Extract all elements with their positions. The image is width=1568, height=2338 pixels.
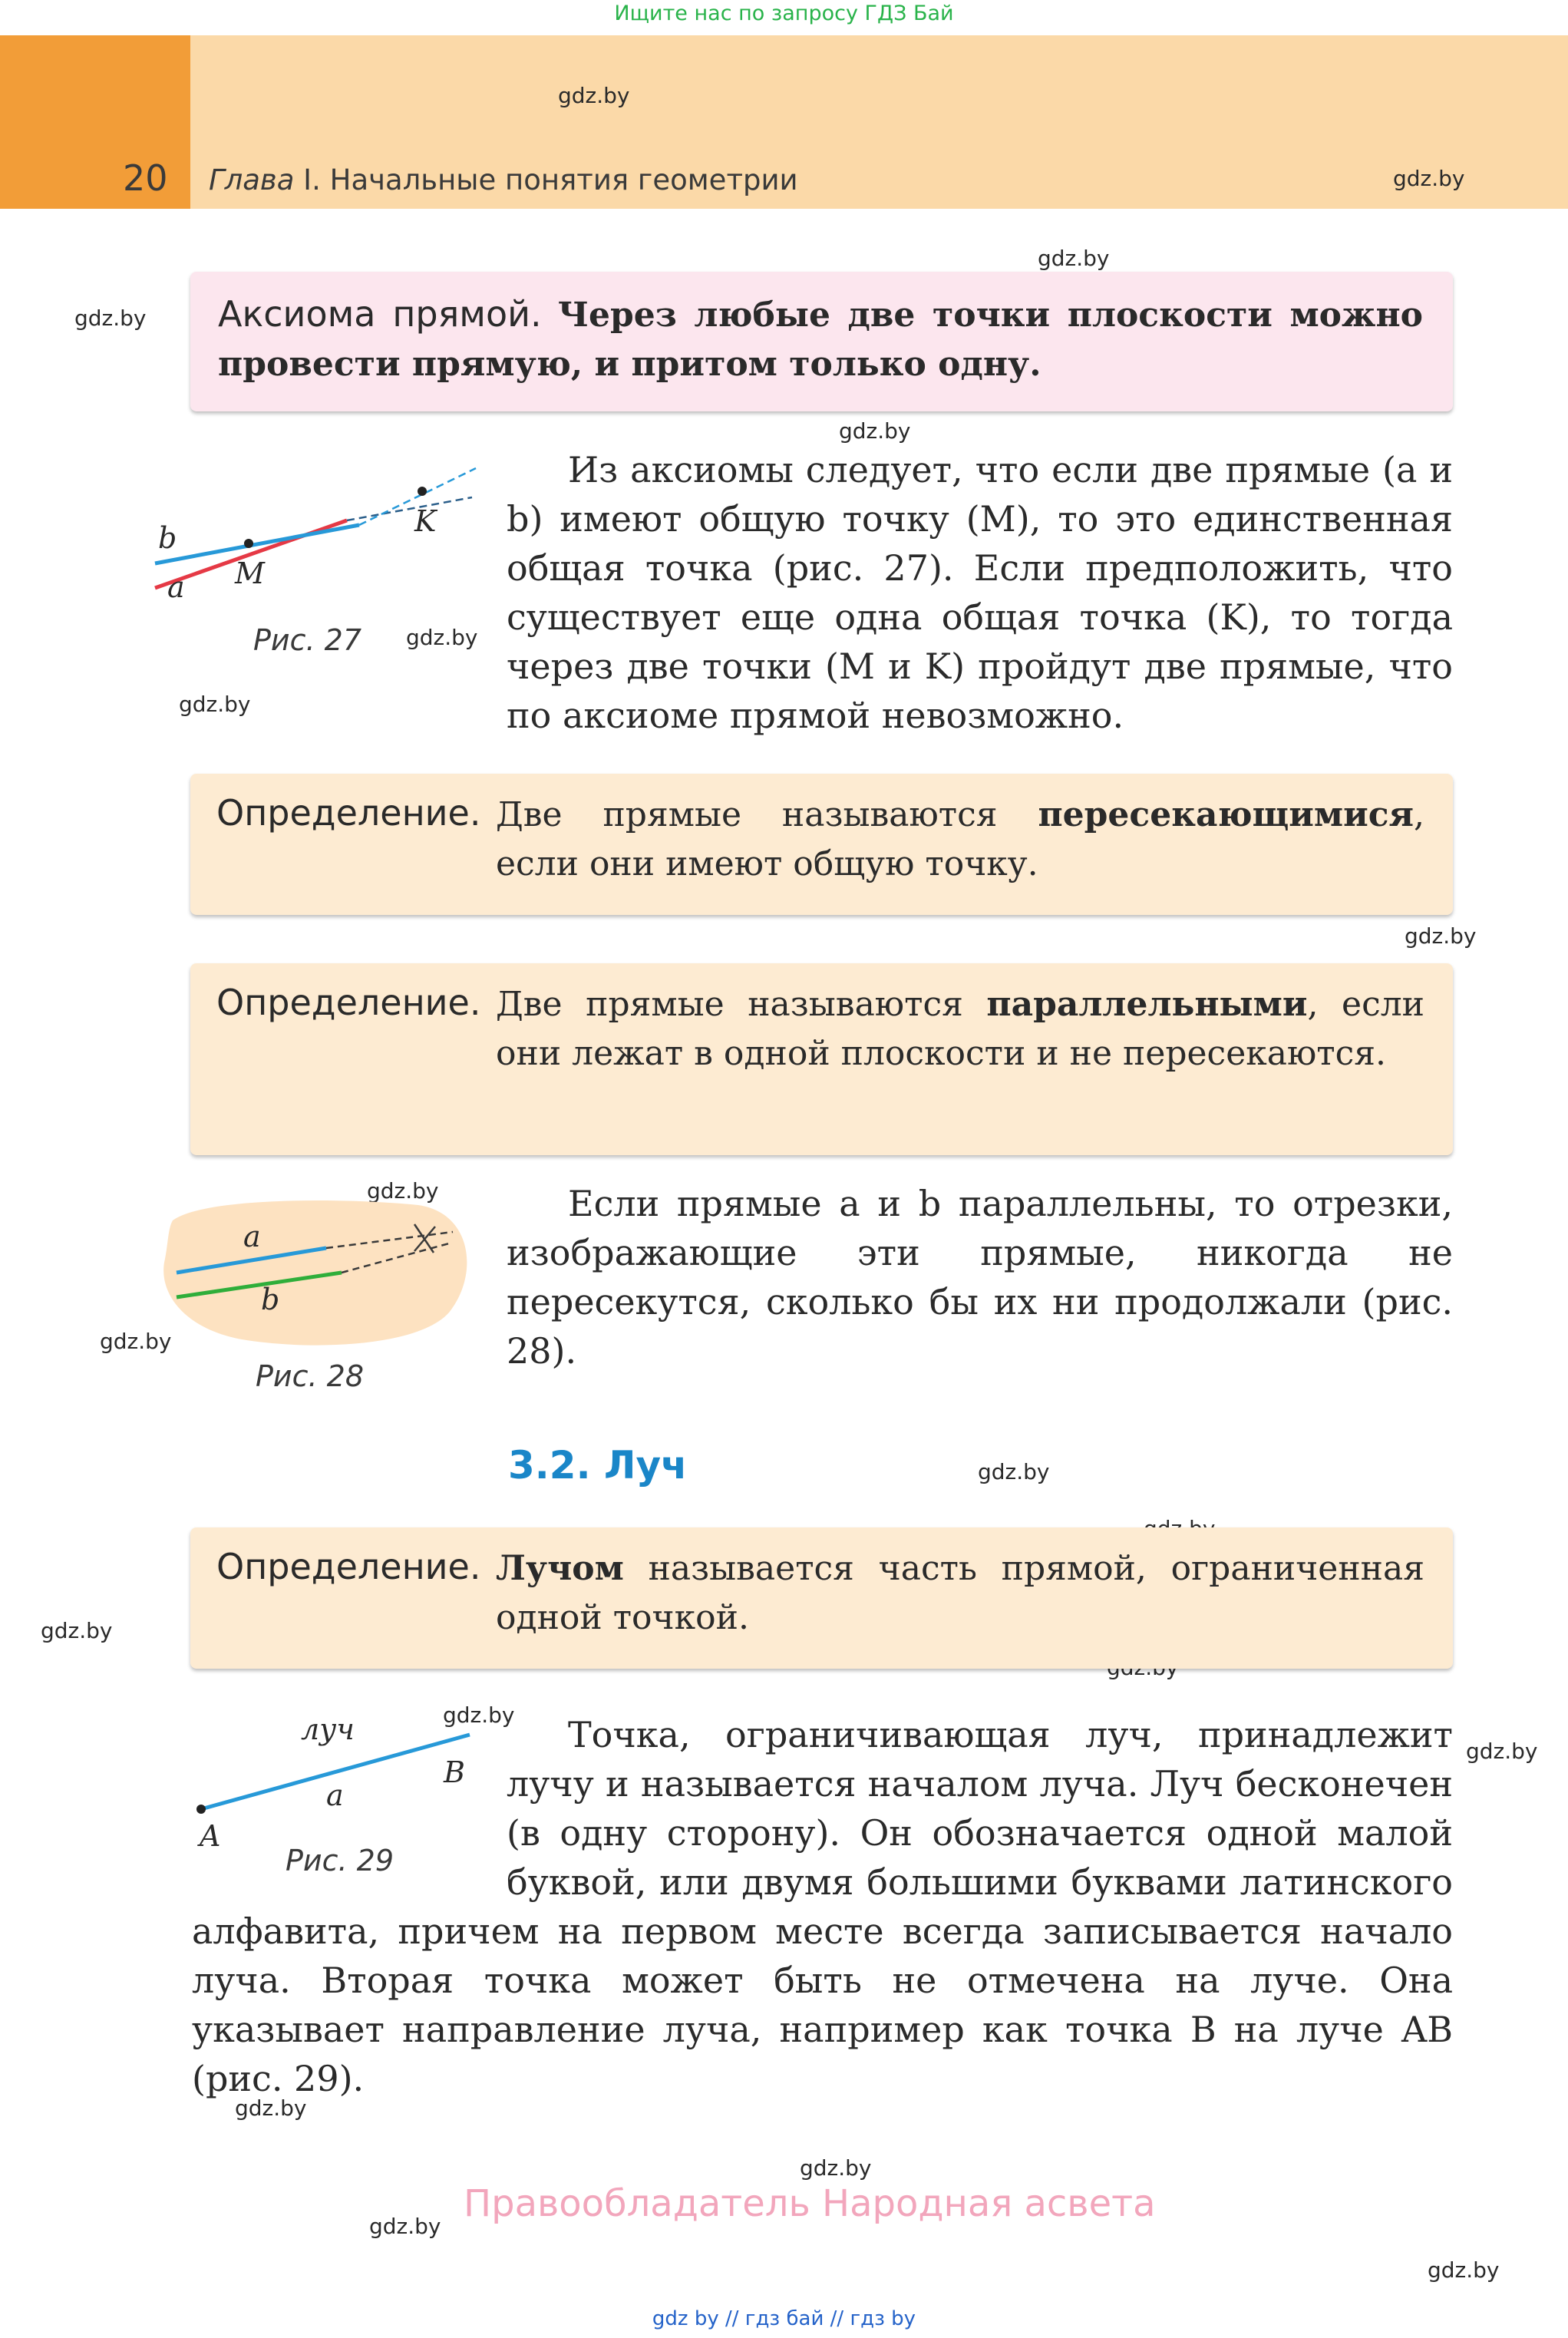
footer-link-gdz-by-cyr[interactable]: гдз by xyxy=(850,2307,916,2330)
watermark: gdz.by xyxy=(369,2214,441,2239)
definition-1-box xyxy=(190,774,1453,915)
watermark: gdz.by xyxy=(41,1618,113,1643)
watermark: gdz.by xyxy=(179,692,251,717)
watermark: gdz.by xyxy=(74,305,147,331)
label-b: b xyxy=(261,1283,280,1316)
watermark: gdz.by xyxy=(1405,923,1477,949)
definition-2-text: Две прямые называются параллельными, если они лежат в одной плоскости и не пересекаются. xyxy=(496,985,1424,1073)
paragraph-1: Из аксиомы следует, что если две прямые (a и b) имеют общую точку (M), то это единственная общая точка (рис. 27). Если предположить, что существует еще одна общая точка (K), то тогда через две точки (M и K) пройдут две прямые, что по аксиоме прямой невозможно. xyxy=(507,449,1453,736)
footer-link-gdz-by[interactable]: gdz by xyxy=(652,2307,719,2330)
watermark: gdz.by xyxy=(406,625,478,650)
watermark: gdz.by xyxy=(367,1178,439,1204)
paragraph-3: Точка, ограничивающая луч, принадлежит лучу и называется началом луча. Луч бесконечен (в одну сторону). Он обозначается одной малой буквой, или двумя большими буквами латинского алфавита, причем на первом месте всегда записывается начало луча. Вторая точка может быть не отмечена на луче. Она указывает направление луча, например как точка B на луче AB (рис. 29). xyxy=(192,1710,1453,2103)
watermark: gdz.by xyxy=(978,1459,1050,1484)
watermark: gdz.by xyxy=(1428,2257,1500,2283)
definition-2-label: Определение. xyxy=(216,982,481,1023)
label-b: b xyxy=(158,521,177,555)
definition-3-box xyxy=(190,1527,1453,1669)
watermark: gdz.by xyxy=(558,83,630,108)
definition-1-label: Определение. xyxy=(216,792,481,834)
watermark: gdz.by xyxy=(443,1702,515,1728)
footer-links xyxy=(0,2307,1568,2330)
definition-2-box xyxy=(190,963,1453,1155)
paragraph-3-spacer xyxy=(192,1710,507,1907)
fig29-caption: Рис. 29 xyxy=(286,1844,394,1877)
point-M xyxy=(244,539,253,548)
label-B: B xyxy=(444,1755,465,1789)
label-a: a xyxy=(243,1220,261,1253)
axiom-text: Аксиома прямой. Через любые две точки плоскости можно провести прямую, и притом только одну. xyxy=(218,293,1424,384)
label-A: A xyxy=(200,1819,221,1853)
watermark: gdz.by xyxy=(235,2095,307,2121)
figure-27 xyxy=(146,453,484,622)
axiom-box xyxy=(190,272,1453,411)
definition-1-text: Две прямые называются пересекающимися, если они имеют общую точку. xyxy=(496,795,1424,883)
watermark: gdz.by xyxy=(100,1329,172,1354)
section-title: 3.2. Луч xyxy=(508,1443,688,1488)
plane-blob xyxy=(163,1200,467,1346)
watermark: gdz.by xyxy=(800,2155,872,2181)
definition-3-text: Лучом называется часть прямой, ограниченная одной точкой. xyxy=(496,1549,1424,1637)
label-a: a xyxy=(326,1778,344,1812)
fig28-caption: Рис. 28 xyxy=(256,1359,365,1393)
definition-3-label: Определение. xyxy=(216,1546,481,1587)
watermark: gdz.by xyxy=(839,418,911,444)
watermark: gdz.by xyxy=(1393,166,1465,191)
label-M: M xyxy=(235,556,265,590)
paragraph-2: Если прямые a и b параллельны, то отрезки, изображающие эти прямые, никогда не пересекутся, сколько бы их ни продолжали (рис. 28). xyxy=(507,1183,1453,1372)
label-ray: луч xyxy=(301,1712,355,1746)
rights-holder: Правообладатель Народная асвета xyxy=(464,2182,1156,2225)
figure-28 xyxy=(157,1190,480,1351)
fig27-caption: Рис. 27 xyxy=(253,623,362,657)
footer-sep: // xyxy=(830,2307,844,2330)
chapter-title: Глава I. Начальные понятия геометрии xyxy=(209,163,798,196)
label-a: a xyxy=(167,570,185,604)
footer-link-gdz-bai[interactable]: гдз бай xyxy=(744,2307,824,2330)
label-K: K xyxy=(414,504,437,538)
page-number: 20 xyxy=(123,157,168,199)
watermark: gdz.by xyxy=(1466,1739,1538,1764)
footer-sep: // xyxy=(725,2307,739,2330)
point-K xyxy=(418,487,427,496)
top-banner[interactable]: Ищите нас по запросу ГДЗ Бай xyxy=(614,2,954,25)
watermark: gdz.by xyxy=(1038,246,1110,271)
